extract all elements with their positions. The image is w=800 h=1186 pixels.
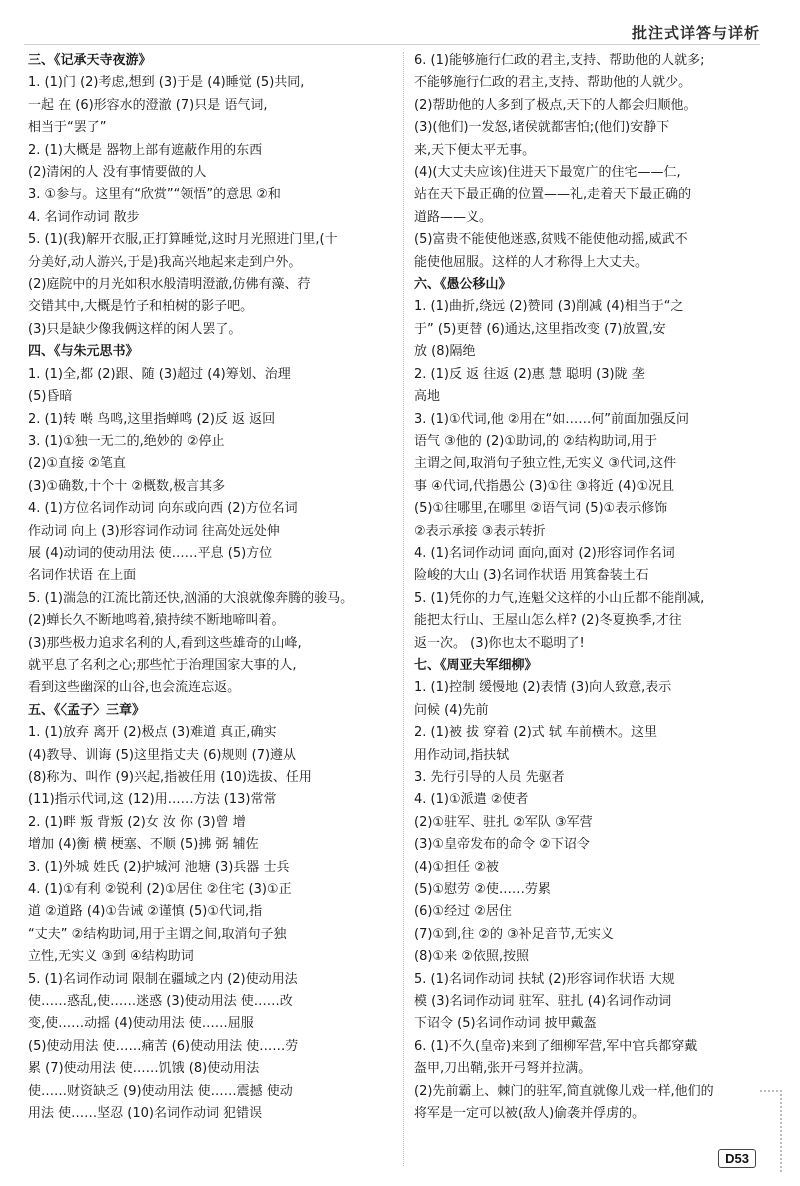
answer-line: 3. (1)外城 姓氏 (2)护城河 池塘 (3)兵器 士兵 [28,859,290,875]
answer-line: 能使他屈服。这样的人才称得上大丈夫。 [414,254,649,270]
answer-line: 立性,无实义 ③到 ④结构助词 [28,949,194,965]
answer-line: 2. (1)畔 叛 背叛 (2)女 汝 你 (3)曾 增 [28,814,246,830]
answer-line: 4. (1)方位名词作动词 向东或向西 (2)方位名词 [28,501,298,517]
answer-line: 交错其中,大概是竹子和柏树的影子吧。 [28,299,254,315]
answer-line: (2)庭院中的月光如积水般清明澄澈,仿佛有藻、荇 [28,277,311,293]
column-divider [403,52,404,1166]
answer-line: ②表示承接 ③表示转折 [414,523,546,539]
answer-line: (5)昏暗 [28,389,73,405]
answer-line: (5)富贵不能使他迷惑,贫贱不能使他动摇,威武不 [414,232,688,248]
answer-line: 下诏令 (5)名词作动词 披甲戴盔 [414,1016,597,1032]
answer-line: 来,天下便太平无事。 [414,142,536,158]
answer-line: 放 (8)隔绝 [414,344,476,360]
answer-line: (2)帮助他的人多到了极点,天下的人都会归顺他。 [414,97,697,113]
answer-line: 展 (4)动词的使动用法 使……平息 (5)方位 [28,545,273,561]
answer-line: (3)①皇帝发布的命令 ②下诏令 [414,837,590,853]
answer-line: (8)称为、叫作 (9)兴起,指被任用 (10)选拔、任用 [28,770,312,785]
answer-line: 相当于“罢了” [28,120,107,136]
answer-line: 1. (1)门 (2)考虑,想到 (3)于是 (4)睡觉 (5)共同, [28,75,305,91]
answer-line: 能把太行山、王屋山怎么样? (2)冬夏换季,才往 [414,613,682,629]
answer-line: 一起 在 (6)形容水的澄澈 (7)只是 语气词, [28,97,268,113]
answer-line: 分美好,动人游兴,于是)我高兴地起来走到户外。 [28,254,302,270]
header-rule [24,44,760,45]
answer-line: 就平息了名利之心;那些忙于治理国家大事的人, [28,657,297,673]
answer-line: 5. (1)湍急的江流比箭还快,汹涌的大浪就像奔腾的骏马。 [28,590,354,606]
section-heading: 三、《记承天寺夜游》 [28,53,152,68]
answer-line: 高地 [414,389,441,405]
answer-line: 问候 (4)先前 [414,702,489,718]
answer-line: 1. (1)放弃 离开 (2)极点 (3)难道 真正,确实 [28,725,277,741]
answer-line: 5. (1)(我)解开衣服,正打算睡觉,这时月光照进门里,(十 [28,232,338,248]
answer-line: 名词作状语 在上面 [28,568,137,584]
answer-line: 3. 先行引导的人员 先驱者 [414,770,565,785]
answer-line: 作动词 向上 (3)形容词作动词 往高处远处伸 [28,523,280,539]
answer-line: (5)使动用法 使……痛苦 (6)使动用法 使……劳 [28,1038,299,1054]
answer-line: 5. (1)名词作动词 限制在疆域之内 (2)使动用法 [28,971,298,987]
answer-line: 于” (5)更替 (6)通达,这里指改变 (7)放置,安 [414,321,666,337]
answer-line: (3)①确数,十个十 ②概数,极言其多 [28,478,226,494]
answer-line: 使……惑乱,使……迷惑 (3)使动用法 使……改 [28,994,293,1010]
answer-line: 盔甲,刀出鞘,张开弓弩并拉满。 [414,1061,592,1077]
answer-line: (2)先前霸上、棘门的驻军,简直就像儿戏一样,他们的 [414,1083,714,1099]
answer-line: 5. (1)名词作动词 扶轼 (2)形容词作状语 大规 [414,971,675,987]
answer-line: 4. 名词作动词 散步 [28,209,140,225]
left-column [28,50,396,1126]
section-heading: 六、《愚公移山》 [414,277,512,293]
answer-line: (2)蝉长久不断地鸣着,猿持续不断地啼叫着。 [28,613,285,629]
answer-line: 4. (1)①有利 ②锐利 (2)①居住 ②住宅 (3)①正 [28,882,292,898]
section-heading: 五、《〈孟子〉三章》 [28,702,146,718]
answer-line: 看到这些幽深的山谷,也会流连忘返。 [28,680,241,696]
answer-line: 用法 使……坚忍 (10)名词作动词 犯错误 [28,1106,263,1122]
answer-line: 用作动词,指扶轼 [414,747,510,763]
answer-line: (4)①担任 ②被 [414,859,499,875]
answer-line: 3. (1)①代词,他 ②用在“如……何”前面加强反问 [414,411,689,427]
answer-line: 4. (1)①派遣 ②使者 [414,792,529,808]
answer-line: 险峻的大山 (3)名词作状语 用箕畚装土石 [414,568,649,584]
answer-line: 6. (1)不久(皇帝)来到了细柳军营,军中官兵都穿戴 [414,1038,698,1054]
answer-line: 1. (1)曲折,绕远 (2)赞同 (3)削减 (4)相当于“之 [414,299,684,315]
answer-line: (5)①往哪里,在哪里 ②语气词 (5)①表示修饰 [414,501,668,517]
answer-line: 1. (1)全,都 (2)跟、随 (3)超过 (4)筹划、治理 [28,366,291,382]
answer-line: (11)指示代词,这 (12)用……方法 (13)常常 [28,792,277,808]
answer-line: (2)①驻军、驻扎 ②军队 ③军营 [414,814,593,830]
answer-line: (7)①到,往 ②的 ③补足音节,无实义 [414,926,614,942]
answer-line: 变,使……动摇 (4)使动用法 使……屈服 [28,1016,254,1032]
answer-line: 将军是一定可以被(敌人)偷袭并俘虏的。 [414,1106,646,1122]
answer-line: 2. (1)反 返 往返 (2)惠 慧 聪明 (3)陇 垄 [414,366,645,382]
answer-line: 1. (1)控制 缓慢地 (2)表情 (3)向人致意,表示 [414,680,672,696]
right-column [414,50,782,1126]
answer-line: 累 (7)使动用法 使……饥饿 (8)使动用法 [28,1061,260,1077]
page-number: D53 [718,1149,756,1168]
answer-line: 道路——义。 [414,209,493,225]
answer-line: “丈夫” ②结构助词,用于主谓之间,取消句子独 [28,926,287,942]
answer-line: 2. (1)转 啭 鸟鸣,这里指蝉鸣 (2)反 返 返回 [28,411,276,427]
answer-line: 2. (1)被 拔 穿着 (2)式 轼 车前横木。这里 [414,725,658,741]
answer-line: 2. (1)大概是 器物上部有遮蔽作用的东西 [28,142,263,158]
answer-line: (3)那些极力追求名利的人,看到这些雄奇的山峰, [28,635,302,651]
answer-line: 3. (1)①独一无二的,绝妙的 ②停止 [28,433,225,449]
page-header-title: 批注式详答与详析 [631,24,760,42]
answer-line: 主谓之间,取消句子独立性,无实义 ③代词,这件 [414,456,677,472]
answer-line: 6. (1)能够施行仁政的君主,支持、帮助他的人就多; [414,53,705,68]
answer-line: 5. (1)凭你的力气,连魁父这样的小山丘都不能削减, [414,590,705,606]
answer-line: 道 ②道路 (4)①告诫 ②谨慎 (5)①代词,指 [28,904,263,920]
answer-line: 模 (3)名词作动词 驻军、驻扎 (4)名词作动词 [414,994,672,1010]
answer-line: (3)(他们)一发怒,诸侯就都害怕;(他们)安静下 [414,120,670,136]
answer-line: 3. ①参与。这里有“欣赏”“领悟”的意思 ②和 [28,187,281,203]
answer-line: 不能够施行仁政的君主,支持、帮助他的人就少。 [414,75,692,91]
corner-decoration [760,1090,782,1172]
answer-line: 增加 (4)衡 横 梗塞、不顺 (5)拂 弼 辅佐 [28,837,259,853]
answer-line: (6)①经过 ②居住 [414,904,512,920]
answer-line: (8)①来 ②依照,按照 [414,949,529,965]
answer-line: 事 ④代词,代指愚公 (3)①往 ③将近 (4)①况且 [414,478,675,494]
answer-line: 返一次。 (3)你也太不聪明了! [414,635,585,651]
answer-line: (2)①直接 ②笔直 [28,456,126,472]
section-heading: 四、《与朱元思书》 [28,344,139,360]
answer-line: (4)教导、训诲 (5)这里指丈夫 (6)规则 (7)遵从 [28,747,297,763]
answer-line: (4)(大丈夫应该)住进天下最宽广的住宅——仁, [414,165,681,181]
answer-line: 使……财资缺乏 (9)使动用法 使……震撼 使动 [28,1083,293,1099]
section-heading: 七、《周亚夫军细柳》 [414,657,538,673]
answer-line: 语气 ③他的 (2)①助词,的 ②结构助词,用于 [414,433,658,449]
answer-line: (2)清闲的人 没有事情要做的人 [28,165,207,181]
answer-line: (3)只是缺少像我俩这样的闲人罢了。 [28,321,242,337]
answer-line: (5)①慰劳 ②使……劳累 [414,882,551,898]
answer-line: 站在天下最正确的位置——礼,走着天下最正确的 [414,187,692,203]
answer-line: 4. (1)名词作动词 面向,面对 (2)形容词作名词 [414,545,675,561]
